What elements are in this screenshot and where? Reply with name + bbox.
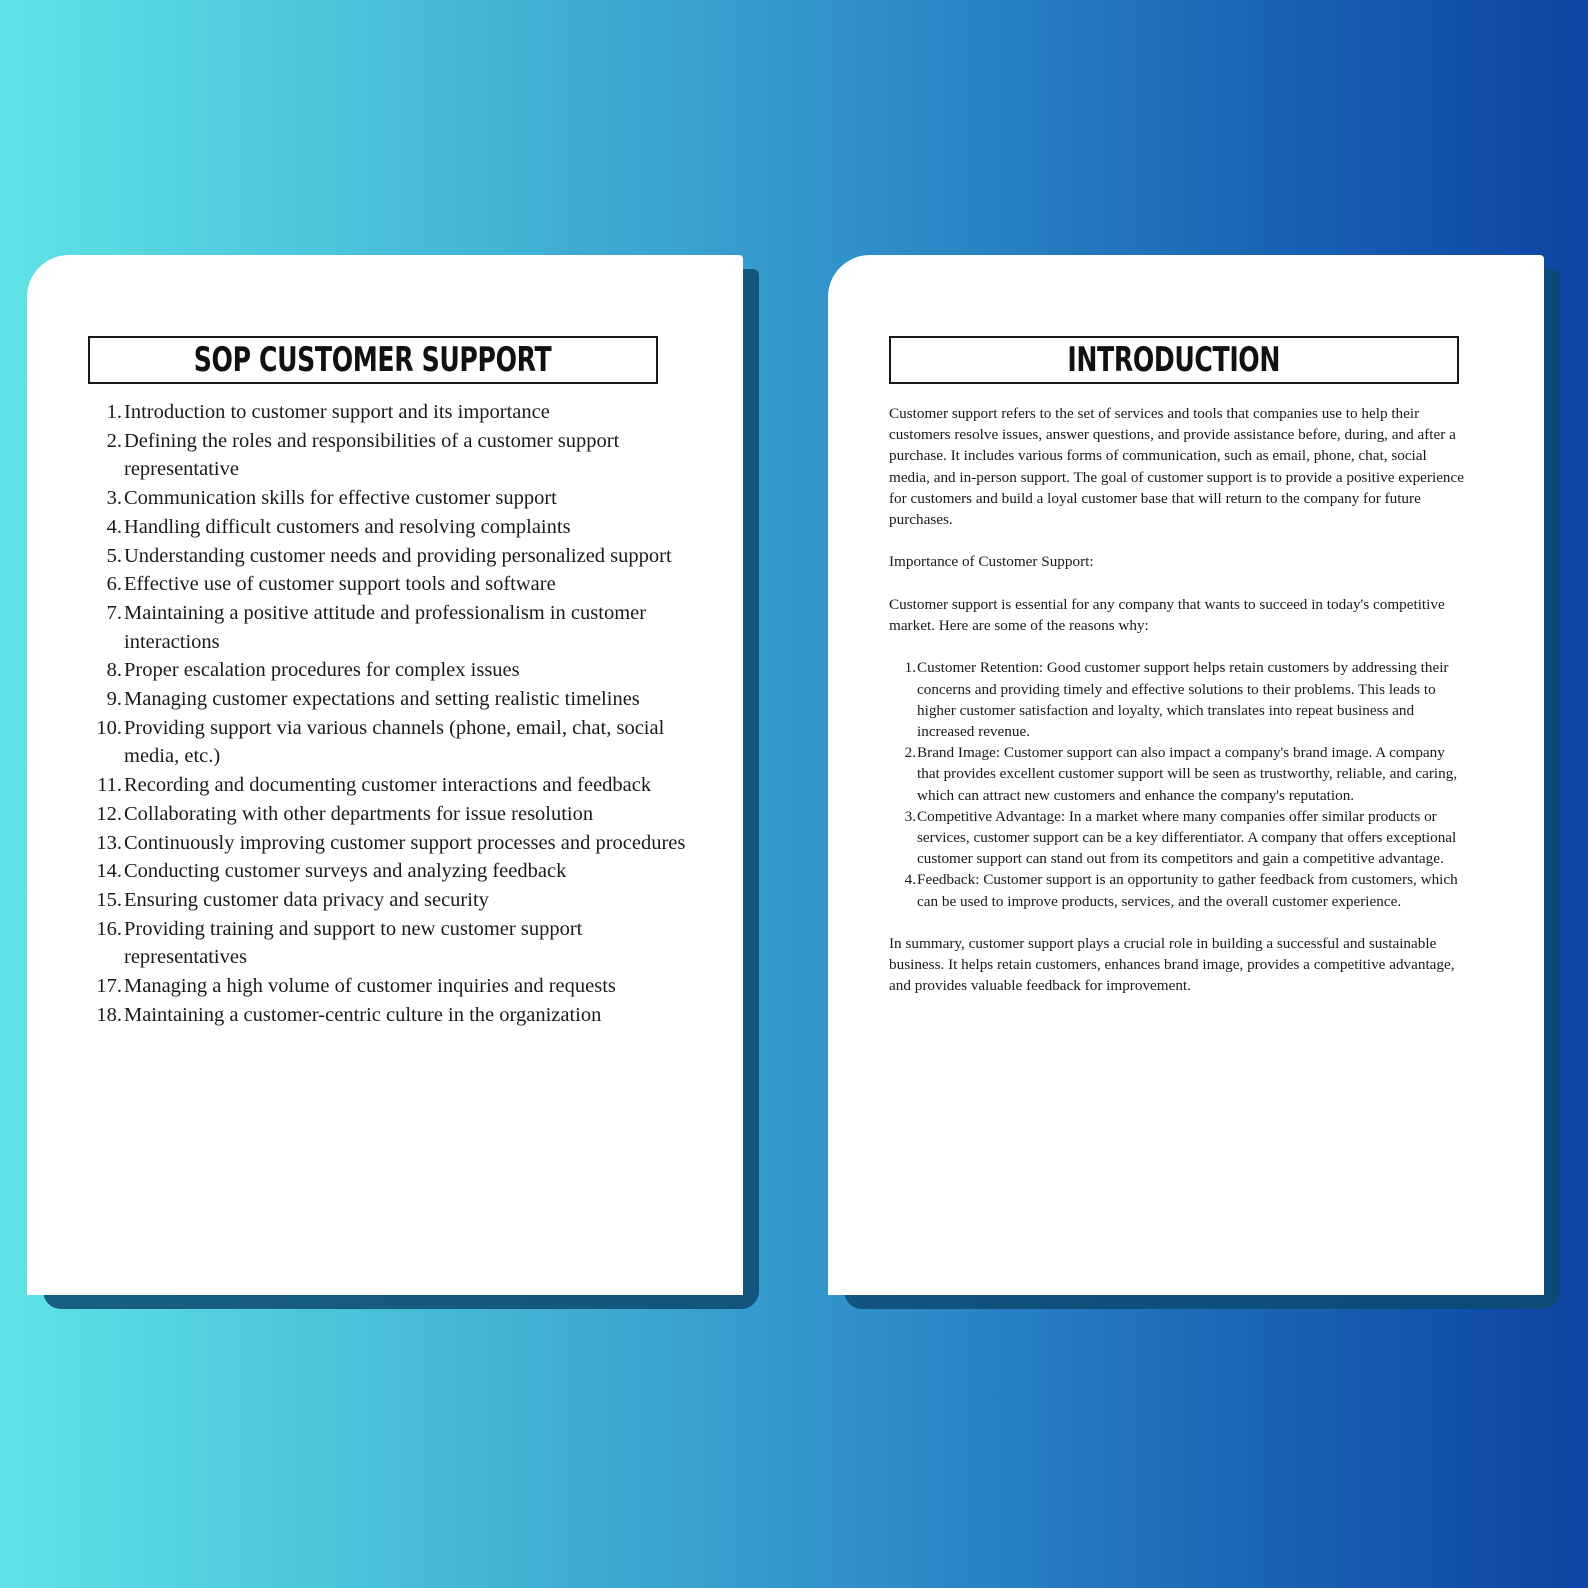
list-item-number: 4. [106, 515, 122, 538]
list-item-text: Introduction to customer support and its importance [124, 401, 550, 423]
list-item [91, 857, 691, 886]
list-item-number: 4. [904, 871, 916, 889]
list-item-number: 1. [904, 659, 916, 677]
list-item-number: 1. [106, 401, 122, 423]
list-item-number: 8. [106, 659, 122, 682]
list-item [91, 972, 691, 1001]
list-item [91, 570, 691, 599]
list-item-number: 15. [96, 888, 122, 911]
summary-paragraph: In summary, customer support plays a crucial role in building a successful and sustainable business. It helps retain customers, enhances brand image, provides a competitive advantage, and provides valuable feedback for improvement. [889, 935, 1455, 995]
list-item-number: 14. [96, 860, 122, 883]
list-item [91, 685, 691, 714]
list-item [889, 742, 1464, 806]
list-item-number: 9. [106, 688, 122, 711]
importance-heading: Importance of Customer Support: [889, 553, 1094, 571]
right-page-container [828, 255, 1544, 1295]
list-item-text: Feedback: Customer support is an opportunity to gather feedback from customers, which can be used to improve products, services, and the overall customer experience. [917, 871, 1458, 910]
right-page-title-box [889, 336, 1459, 384]
list-item-number: 16. [96, 917, 122, 940]
list-item-number: 2. [106, 429, 122, 452]
list-item [91, 915, 691, 972]
list-item-number: 3. [106, 487, 122, 510]
list-item-number: 2. [904, 744, 916, 762]
list-item [91, 800, 691, 829]
list-item-text: Collaborating with other departments for issue resolution [124, 802, 594, 825]
list-item-text: Competitive Advantage: In a market where many companies offer similar products or services, customer support can be a key differentiator. A company that offers exceptional customer support can stand out from its competitors and gain a competitive advantage. [917, 807, 1457, 868]
list-item [91, 484, 691, 513]
list-item-text: Communication skills for effective customer support [124, 487, 557, 510]
list-item-text: Understanding customer needs and providing personalized support [124, 544, 672, 567]
list-item-text: Providing support via various channels (phone, email, chat, social media, etc.) [124, 716, 665, 768]
list-item [91, 656, 691, 685]
left-page-container [27, 255, 743, 1295]
list-item [91, 513, 691, 542]
importance-paragraph: Customer support is essential for any company that wants to succeed in today's competitive market. Here are some of the reasons why: [889, 595, 1445, 634]
list-item [91, 599, 691, 656]
list-item-text: Ensuring customer data privacy and security [124, 888, 489, 911]
list-item [889, 869, 1464, 911]
list-item [91, 771, 691, 800]
list-item-number: 5. [106, 544, 122, 567]
list-item-text: Continuously improving customer support processes and procedures [124, 831, 686, 854]
toc-list [91, 398, 691, 1029]
intro-paragraph: Customer support refers to the set of services and tools that companies use to help their customers resolve issues, answer questions, and provide assistance before, during, and after a purchase. It includes various forms of communication, such as email, phone, chat, social media, and in-person support. The goal of customer support is to provide a positive experience for customers and build a loyal customer base that will return to the company for future purchases. [889, 405, 1465, 529]
list-item-number: 11. [97, 774, 122, 797]
list-item-text: Handling difficult customers and resolving complaints [124, 515, 571, 538]
list-item-text: Customer Retention: Good customer support helps retain customers by addressing their concerns and providing timely and effective solutions to their problems. This leads to higher customer satisfaction and loyalty, which translates into repeat business and increased revenue. [917, 659, 1449, 740]
list-item-text: Managing customer expectations and setting realistic timelines [124, 688, 640, 711]
list-item-number: 12. [96, 802, 122, 825]
intro-body [889, 403, 1464, 1018]
list-item [91, 1001, 691, 1030]
left-page-title-box [88, 336, 658, 384]
left-page-title: SOP CUSTOMER SUPPORT [194, 340, 552, 380]
list-item [91, 714, 691, 771]
list-item-text: Conducting customer surveys and analyzing feedback [124, 860, 567, 883]
list-item-number: 7. [106, 601, 122, 624]
list-item-number: 18. [96, 1003, 122, 1026]
list-item [91, 398, 691, 427]
list-item-text: Recording and documenting customer interactions and feedback [124, 774, 652, 797]
list-item-text: Maintaining a customer-centric culture in the organization [124, 1003, 602, 1026]
list-item-text: Providing training and support to new customer support representatives [124, 917, 583, 969]
list-item-text: Defining the roles and responsibilities of a customer support representative [124, 429, 620, 481]
list-item-number: 3. [904, 807, 916, 825]
left-page [27, 255, 743, 1295]
list-item-text: Maintaining a positive attitude and professionalism in customer interactions [124, 601, 647, 653]
list-item [91, 542, 691, 571]
list-item-number: 17. [96, 975, 122, 998]
list-item [91, 427, 691, 484]
reasons-list [889, 657, 1464, 911]
right-page [828, 255, 1544, 1295]
list-item-text: Effective use of customer support tools and software [124, 573, 556, 596]
list-item-text: Managing a high volume of customer inquiries and requests [124, 975, 616, 998]
list-item-number: 10. [96, 716, 122, 739]
list-item-number: 13. [96, 831, 122, 854]
list-item-text: Brand Image: Customer support can also impact a company's brand image. A company that provides excellent customer support will be seen as trustworthy, reliable, and caring, which can attract new customers and enhance the company's reputation. [917, 744, 1458, 804]
list-item-number: 6. [106, 573, 122, 596]
list-item [91, 886, 691, 915]
list-item-text: Proper escalation procedures for complex issues [124, 659, 520, 682]
right-page-title: INTRODUCTION [1067, 340, 1281, 380]
list-item [91, 829, 691, 858]
list-item [889, 657, 1464, 742]
list-item [889, 806, 1464, 870]
